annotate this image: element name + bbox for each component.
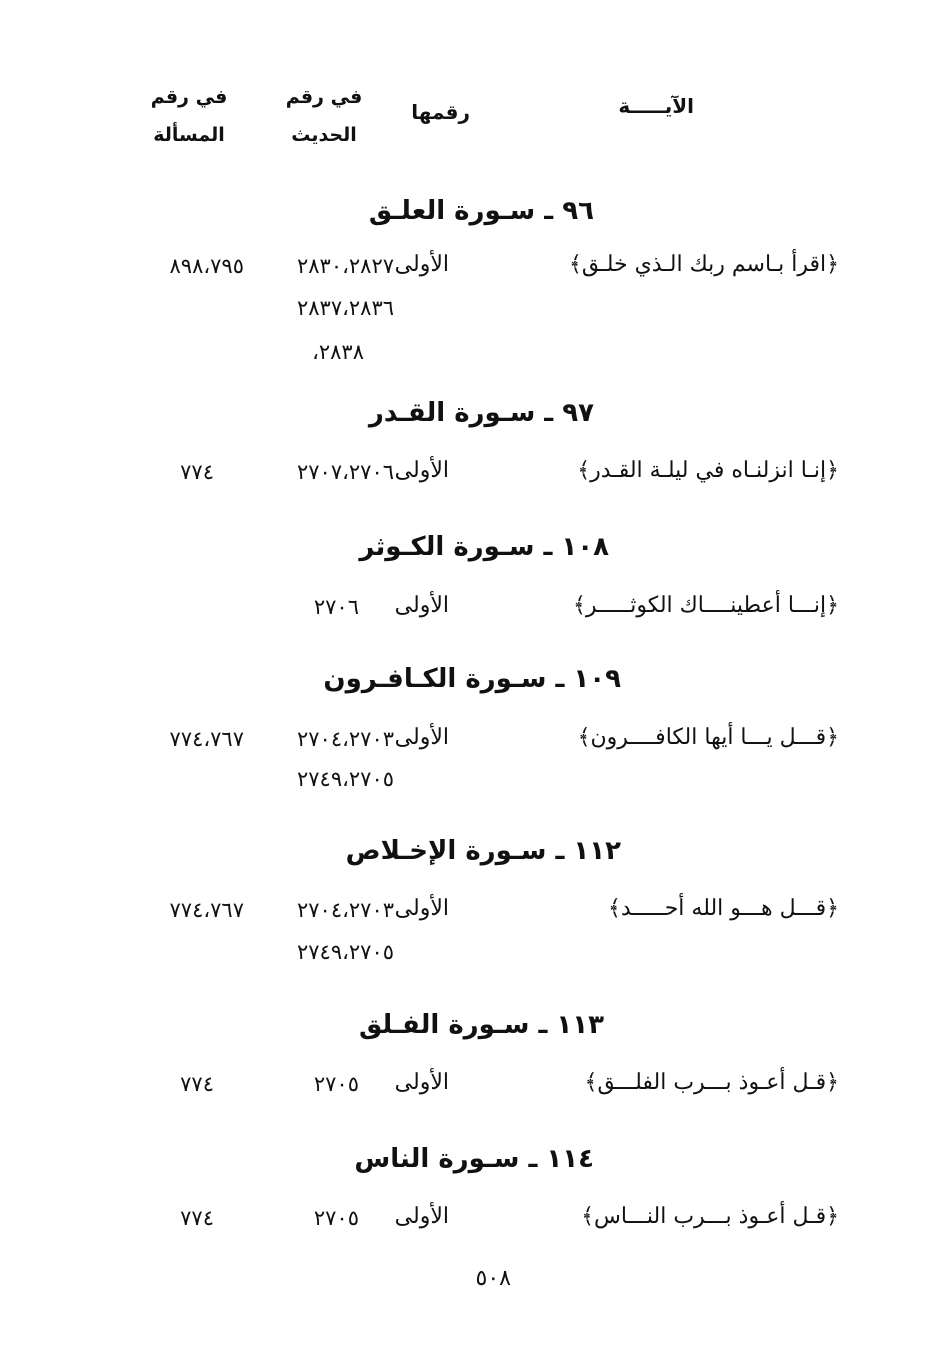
header-hadith — [284, 78, 364, 154]
header-raqmuha: رقمها — [411, 100, 470, 124]
header-masala-line1: في رقم — [150, 86, 228, 108]
hadith-number: ٢٨٣٠،٢٨٢٧ — [296, 254, 394, 278]
page-number: ٥٠٨ — [475, 1266, 511, 1291]
masala-number: ٧٧٤ — [180, 1072, 214, 1096]
ayah-text: ﴿اقرأ بـاسم ربك الـذي خلـق﴾ — [569, 252, 839, 277]
surah-title: ١١٢ ـ سـورة الإخـلاص — [345, 836, 621, 866]
masala-number: ٨٩٨،٧٩٥ — [169, 254, 244, 278]
hadith-number: ٢٧٠٦ — [313, 595, 359, 619]
surah-title: ١٠٨ ـ سـورة الكـوثر — [359, 532, 609, 562]
ayah-text: ﴿قـل أعـوذ بـــرب الفلـــق﴾ — [584, 1070, 839, 1095]
hadith-number: ٢٧٤٩،٢٧٠٥ — [296, 940, 394, 964]
header-masala-line2: المسألة — [153, 124, 225, 146]
ayah-raqmuha: الأولى — [394, 1204, 449, 1229]
surah-title: ٩٧ ـ سـورة القـدر — [368, 398, 594, 428]
hadith-number: ٢٧٠٥ — [313, 1206, 359, 1230]
masala-number: ٧٧٤ — [180, 1206, 214, 1230]
hadith-number: ٢٧٠٥ — [313, 1072, 359, 1096]
ayah-raqmuha: الأولى — [394, 593, 449, 618]
ayah-text: ﴿إنـا انزلنـاه في ليلـة القـدر﴾ — [577, 458, 839, 483]
ayah-text: ﴿قـــل هـــو الله أحـــــد﴾ — [608, 896, 839, 921]
hadith-number: ٢٨٣٧،٢٨٣٦ — [296, 296, 394, 320]
ayah-raqmuha: الأولى — [394, 458, 449, 483]
header-ayah: الآيـــــة — [618, 94, 694, 118]
surah-title: ١٠٩ ـ سـورة الكـافـرون — [323, 664, 621, 694]
ayah-raqmuha: الأولى — [394, 896, 449, 921]
masala-number: ٧٧٤،٧٦٧ — [169, 898, 244, 922]
header-hadith-line1: في رقم — [285, 86, 363, 108]
surah-title: ٩٦ ـ سـورة العلـق — [368, 196, 594, 226]
hadith-number: ٢٧٠٧،٢٧٠٦ — [296, 460, 394, 484]
ayah-raqmuha: الأولى — [394, 1070, 449, 1095]
ayah-raqmuha: الأولى — [394, 725, 449, 750]
ayah-raqmuha: الأولى — [394, 252, 449, 277]
hadith-number: ٢٧٠٤،٢٧٠٣ — [296, 898, 394, 922]
masala-number: ٧٧٤،٧٦٧ — [169, 727, 244, 751]
hadith-number: ٢٧٤٩،٢٧٠٥ — [296, 767, 394, 791]
surah-title: ١١٤ ـ سـورة الناس — [354, 1144, 594, 1174]
header-hadith-line2: الحديث — [291, 124, 357, 146]
header-masala — [149, 78, 229, 154]
ayah-text: ﴿قـــل يـــا أيها الكافــــرون﴾ — [577, 725, 839, 750]
hadith-number: ٢٨٣٨، — [312, 340, 364, 364]
surah-title: ١١٣ ـ سـورة الفـلق — [358, 1010, 604, 1040]
hadith-number: ٢٧٠٤،٢٧٠٣ — [296, 727, 394, 751]
ayah-text: ﴿إنـــا أعطينــــاك الكوثـــــر﴾ — [572, 593, 839, 618]
masala-number: ٧٧٤ — [180, 460, 214, 484]
ayah-text: ﴿قـل أعـوذ بـــرب النـــاس﴾ — [581, 1204, 839, 1229]
